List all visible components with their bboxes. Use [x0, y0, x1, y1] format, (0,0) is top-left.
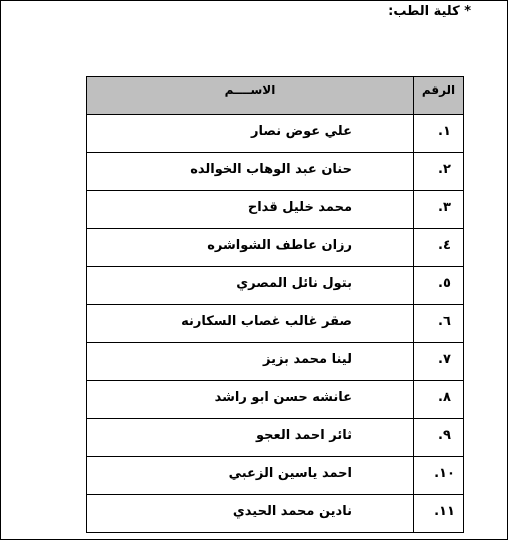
row-number: ١١. [414, 495, 464, 533]
table-row [87, 381, 464, 419]
row-name: ثائر احمد العجو [87, 419, 414, 457]
row-number: ٢. [414, 153, 464, 191]
row-name: حنان عبد الوهاب الخوالده [87, 153, 414, 191]
table-row [87, 495, 464, 533]
row-number: ٣. [414, 191, 464, 229]
names-table [86, 76, 464, 533]
header-name: الاســــم [87, 77, 414, 115]
row-number: ٥. [414, 267, 464, 305]
table-row [87, 343, 464, 381]
row-number: ٩. [414, 419, 464, 457]
table-row [87, 419, 464, 457]
table-row [87, 153, 464, 191]
row-number: ٤. [414, 229, 464, 267]
row-name: علي عوض نصار [87, 115, 414, 153]
table-row [87, 267, 464, 305]
header-number: الرقم [414, 77, 464, 115]
table-row [87, 229, 464, 267]
row-name: رزان عاطف الشواشره [87, 229, 414, 267]
row-name: عانشه حسن ابو راشد [87, 381, 414, 419]
row-name: لينا محمد بزيز [87, 343, 414, 381]
row-number: ٦. [414, 305, 464, 343]
row-number: ٨. [414, 381, 464, 419]
row-number: ١٠. [414, 457, 464, 495]
table-row [87, 115, 464, 153]
table-row [87, 305, 464, 343]
row-number: ١. [414, 115, 464, 153]
section-heading: * كلية الطب: [388, 4, 471, 19]
header-row [87, 77, 464, 115]
table-row [87, 191, 464, 229]
row-name: احمد ياسين الزعبي [87, 457, 414, 495]
row-name: صقر غالب غصاب السكارنه [87, 305, 414, 343]
row-name: بتول نائل المصري [87, 267, 414, 305]
row-name: نادين محمد الحيدي [87, 495, 414, 533]
row-number: ٧. [414, 343, 464, 381]
table-row [87, 457, 464, 495]
row-name: محمد خليل قداح [87, 191, 414, 229]
